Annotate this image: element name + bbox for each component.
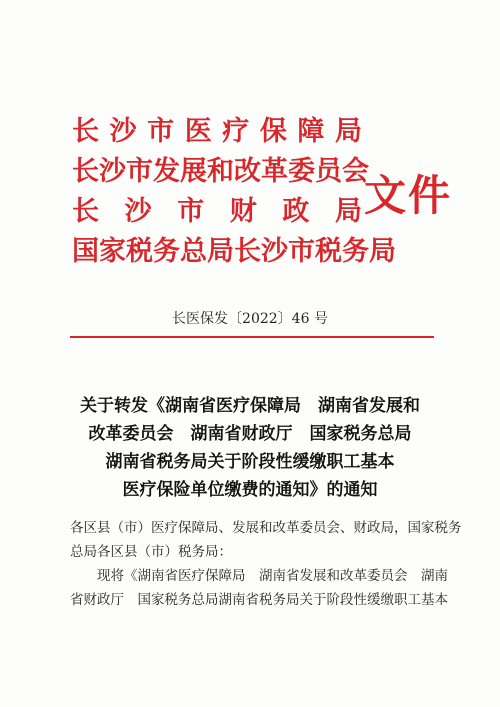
document-title [60,392,440,504]
body-line: 现将《湖南省医疗保障局 湖南省发展和改革委员会 湖南 [70,568,448,584]
issuer-tax-bureau: 国家税务总局长沙市税务局 [72,236,396,267]
issuing-agencies [72,112,396,272]
title-line: 关于转发《湖南省医疗保障局 湖南省发展和 [80,396,420,416]
issuer-medical-security-bureau: 长沙市医疗保障局 [72,116,362,147]
title-line: 湖南省税务局关于阶段性缓缴职工基本 [105,452,395,472]
body-line: 总局各区县（市）税务局： [70,544,232,560]
body-line: 省财政厅 国家税务总局湖南省税务局关于阶段性缓缴职工基本 [70,592,448,608]
issuer-development-reform-commission: 长沙市发展和改革委员会 [72,156,369,187]
document-number: 长医保发〔2022〕46 号 [172,311,328,327]
title-line: 医疗保险单位缴费的通知》的通知 [122,480,378,500]
document-type-label: 文件 [364,171,453,220]
document-body [70,516,462,612]
body-line: 各区县（市）医疗保障局、发展和改革委员会、财政局，国家税务 [70,520,462,536]
title-line: 改革委员会 湖南省财政厅 国家税务总局 [88,424,412,444]
red-divider-line [70,336,434,338]
issuer-finance-bureau: 长 沙 市 财 政 局 [72,196,362,227]
